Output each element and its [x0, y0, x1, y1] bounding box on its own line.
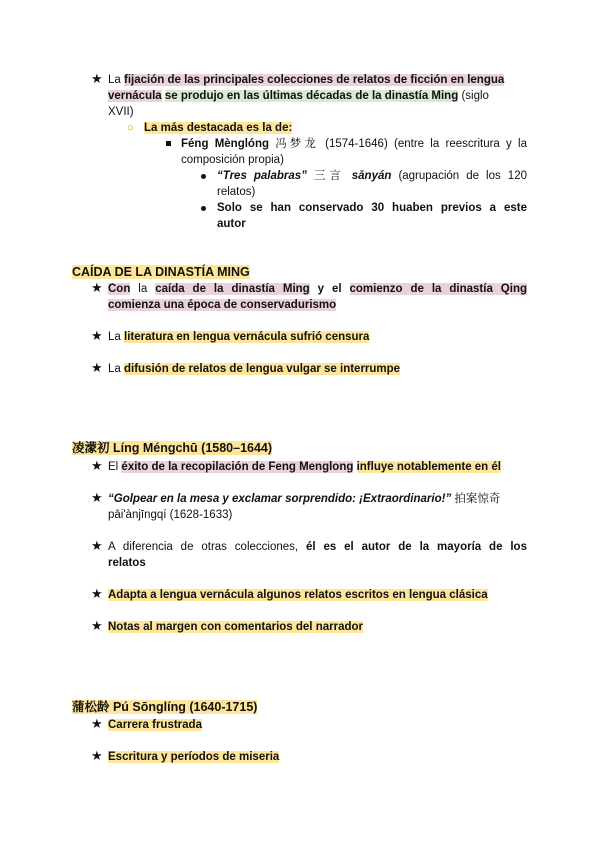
- star-bullet-icon: ★: [91, 490, 103, 505]
- paragraph-line: Adapta a lengua vernácula algunos relatos escritos en lengua clásica: [108, 589, 488, 601]
- section-heading: 蒲松龄 Pú Sōnglíng (1640-1715): [72, 700, 258, 714]
- paragraph-line: “Golpear en la mesa y exclamar sorprendido: ¡Extraordinario!” 拍案惊奇: [108, 493, 501, 505]
- circle-bullet-icon: ○: [127, 122, 134, 134]
- paragraph-line: pāi'ànjīngqí (1628-1633): [108, 509, 233, 521]
- paragraph-line: El éxito de la recopilación de Feng Menglong influye notablemente en él: [108, 461, 501, 473]
- paragraph-line: XVII): [108, 106, 134, 118]
- paragraph-line: Carrera frustrada: [108, 719, 202, 731]
- dot-bullet-icon: [201, 174, 206, 179]
- section-heading: CAÍDA DE LA DINASTÍA MING: [72, 265, 250, 279]
- paragraph-line: Con la caída de la dinastía Ming y el comienzo de la dinastía Qing: [108, 283, 527, 295]
- paragraph-line: La difusión de relatos de lengua vulgar se interrumpe: [108, 363, 401, 375]
- star-bullet-icon: ★: [91, 71, 103, 86]
- subheading: La más destacada es la de:: [144, 122, 293, 134]
- star-bullet-icon: ★: [91, 716, 103, 731]
- star-bullet-icon: ★: [91, 280, 103, 295]
- paragraph-line: relatos: [108, 557, 146, 569]
- paragraph-line: “Tres palabras” 三言 sānyán (agrupación de los 120: [217, 170, 527, 182]
- paragraph-line: Solo se han conservado 30 huaben previos a este: [217, 202, 527, 214]
- paragraph-line: Escritura y períodos de miseria: [108, 751, 280, 763]
- paragraph-line: Féng Mènglóng 冯梦龙 (1574-1646) (entre la reescritura y la: [181, 138, 527, 150]
- paragraph-line: Notas al margen con comentarios del narrador: [108, 621, 363, 633]
- star-bullet-icon: ★: [91, 586, 103, 601]
- square-bullet-icon: [166, 141, 171, 146]
- paragraph-line: La literatura en lengua vernácula sufrió censura: [108, 331, 370, 343]
- star-bullet-icon: ★: [91, 748, 103, 763]
- dot-bullet-icon: [201, 206, 206, 211]
- paragraph-line: A diferencia de otras colecciones, él es el autor de la mayoría de los: [108, 541, 527, 553]
- paragraph-line: composición propia): [181, 154, 284, 166]
- star-bullet-icon: ★: [91, 538, 103, 553]
- star-bullet-icon: ★: [91, 458, 103, 473]
- paragraph-line: autor: [217, 218, 246, 230]
- star-bullet-icon: ★: [91, 328, 103, 343]
- section-heading: 凌濛初 Líng Méngchū (1580–1644): [72, 441, 273, 455]
- paragraph-line: comienza una época de conservadurismo: [108, 299, 337, 311]
- star-bullet-icon: ★: [91, 360, 103, 375]
- paragraph-line: La fijación de las principales colecciones de relatos de ficción en lengua: [108, 74, 505, 86]
- paragraph-line: vernácula se produjo en las últimas décadas de la dinastía Ming (siglo: [108, 90, 489, 102]
- paragraph-line: relatos): [217, 186, 256, 198]
- star-bullet-icon: ★: [91, 618, 103, 633]
